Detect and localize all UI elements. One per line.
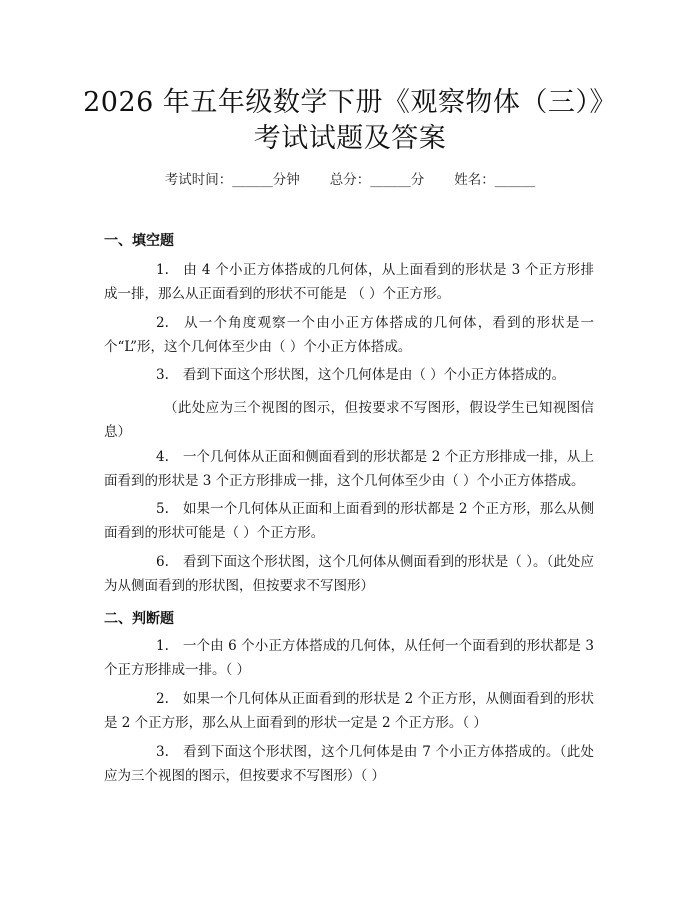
question-item	[104, 363, 594, 387]
section-heading-fill-blank: 一、填空题	[104, 233, 174, 249]
question-number: 6.	[156, 554, 169, 570]
question-number: 2.	[156, 315, 169, 331]
question-number: 5.	[156, 501, 169, 517]
exam-score: 总分：______分	[329, 172, 425, 188]
question-number: 2.	[156, 691, 169, 707]
question-number: 1.	[156, 262, 169, 278]
question-number: 3.	[156, 744, 169, 760]
note-text: （此处应为三个视图的图示，但按要求不写图形，假设学生已知视图信息）	[104, 400, 594, 440]
question-item	[104, 740, 594, 788]
figure-note	[104, 396, 594, 444]
question-item	[104, 497, 594, 545]
question-item	[104, 550, 594, 598]
question-item	[104, 311, 594, 359]
question-item	[104, 634, 594, 682]
question-number: 4.	[156, 449, 169, 465]
section-heading-true-false: 二、判断题	[104, 611, 174, 627]
question-text: 看到下面这个形状图，这个几何体是由（ ）个小正方体搭成的。	[182, 367, 566, 383]
page-title: 2026 年五年级数学下册《观察物体（三）》	[83, 87, 617, 118]
exam-time: 考试时间：______分钟	[164, 172, 300, 188]
student-name: 姓名：______	[454, 172, 536, 188]
question-text: 看到下面这个形状图，这个几何体从侧面看到的形状是（ ）。（此处应为从侧面看到的形状图，但按要求不写图形）	[104, 554, 594, 594]
question-text: 由 4 个小正方体搭成的几何体，从上面看到的形状是 3 个正方形排成一排，那么从正面看到的形状不可能是 （ ）个正方形。	[104, 262, 594, 302]
question-text: 一个几何体从正面和侧面看到的形状都是 2 个正方形排成一排，从上面看到的形状是 3 个正方形排成一排，这个几何体至少由（ ）个小正方体搭成。	[104, 449, 594, 489]
question-text: 如果一个几何体从正面看到的形状是 2 个正方形，从侧面看到的形状是 2 个正方形，那么从上面看到的形状一定是 2 个正方形。（ ）	[104, 691, 594, 731]
question-text: 从一个角度观察一个由小正方体搭成的几何体，看到的形状是一个“L”形，这个几何体至少由（ ）个小正方体搭成。	[104, 315, 594, 355]
exam-info	[0, 168, 700, 188]
question-text: 看到下面这个形状图，这个几何体是由 7 个小正方体搭成的。（此处应为三个视图的图示，但按要求不写图形）（ ）	[104, 744, 594, 784]
question-text: 如果一个几何体从正面和上面看到的形状都是 2 个正方形，那么从侧面看到的形状可能是（ ）个正方形。	[104, 501, 594, 541]
question-number: 3.	[156, 367, 169, 383]
question-item	[104, 258, 594, 306]
page-subtitle: 考试试题及答案	[253, 123, 447, 154]
question-number: 1.	[156, 638, 169, 654]
question-item	[104, 445, 594, 493]
question-item	[104, 687, 594, 735]
question-text: 一个由 6 个小正方体搭成的几何体，从任何一个面看到的形状都是 3 个正方形排成一排。（ ）	[104, 638, 594, 678]
